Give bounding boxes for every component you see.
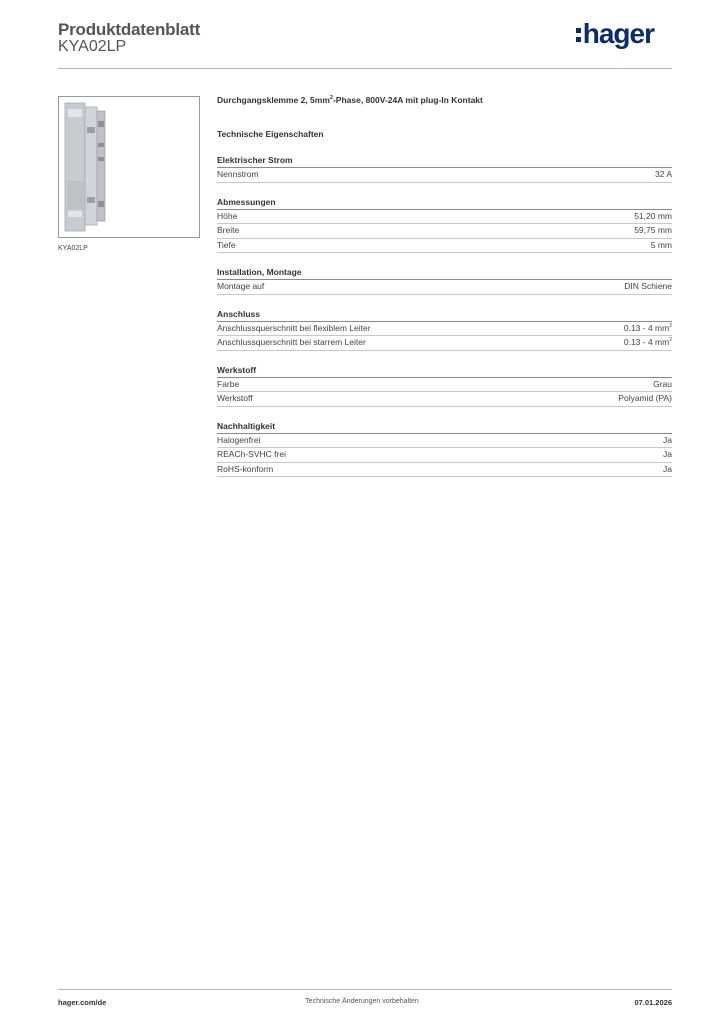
section-title: Installation, Montage bbox=[217, 267, 672, 280]
logo-text: hager bbox=[582, 18, 654, 49]
technical-heading: Technische Eigenschaften bbox=[217, 129, 324, 139]
spec-label: Anschlussquerschnitt bei starrem Leiter bbox=[217, 337, 366, 347]
spec-label: Halogenfrei bbox=[217, 434, 261, 445]
spec-row bbox=[217, 322, 672, 337]
section-title: Abmessungen bbox=[217, 197, 672, 210]
spec-label: REACh-SVHC frei bbox=[217, 449, 286, 459]
product-description: Durchgangsklemme 2, $5mm^2$-Phase, 800V-24A mit plug-In Kontakt bbox=[217, 95, 483, 105]
spec-row bbox=[217, 210, 672, 225]
spec-section bbox=[217, 421, 672, 478]
spec-row bbox=[217, 378, 672, 393]
spec-label: Farbe bbox=[217, 378, 240, 389]
spec-section bbox=[217, 155, 672, 183]
section-title: Werkstoff bbox=[217, 365, 672, 378]
spec-label: Anschlussquerschnitt bei flexiblem Leiter bbox=[217, 322, 371, 333]
spec-value: 59,75 mm bbox=[634, 225, 672, 235]
spec-row bbox=[217, 280, 672, 295]
spec-value: 0.13 - 4 $mm^2$ bbox=[623, 322, 672, 333]
spec-row bbox=[217, 434, 672, 449]
section-title: Elektrischer Strom bbox=[217, 155, 672, 168]
footer-date: 07.01.2026 bbox=[634, 998, 672, 1007]
hager-logo bbox=[576, 18, 654, 50]
spec-value: 0.13 - 4 $mm^2$ bbox=[623, 337, 672, 347]
spec-value: Ja bbox=[663, 449, 672, 459]
footer-divider bbox=[58, 989, 672, 990]
spec-content bbox=[217, 95, 672, 477]
spec-row bbox=[217, 224, 672, 239]
spec-label: Nennstrom bbox=[217, 169, 259, 179]
spec-label: Werkstoff bbox=[217, 393, 253, 403]
spec-row bbox=[217, 392, 672, 407]
page-title: Produktdatenblatt bbox=[58, 20, 201, 39]
spec-value: DIN Schiene bbox=[624, 281, 672, 291]
product-code: KYA02LP bbox=[58, 38, 127, 55]
spec-label: RoHS-konform bbox=[217, 463, 274, 474]
section-title: Nachhaltigkeit bbox=[217, 421, 672, 434]
spec-row bbox=[217, 168, 672, 183]
spec-row bbox=[217, 336, 672, 351]
spec-label: Montage auf bbox=[217, 281, 265, 291]
spec-label: Tiefe bbox=[217, 239, 236, 250]
spec-value: Ja bbox=[663, 463, 672, 474]
header-divider bbox=[58, 68, 672, 69]
spec-label: Höhe bbox=[217, 210, 238, 221]
image-caption: KYA02LP bbox=[58, 245, 88, 252]
spec-value: 5 mm bbox=[650, 239, 672, 250]
spec-sections bbox=[217, 155, 672, 477]
footer-notice: Technische Änderungen vorbehalten bbox=[305, 998, 419, 1005]
spec-section bbox=[217, 365, 672, 407]
section-title: Anschluss bbox=[217, 309, 672, 322]
logo-dots-icon bbox=[576, 24, 581, 44]
header bbox=[58, 20, 672, 70]
spec-value: 32 A bbox=[654, 169, 672, 179]
spec-row bbox=[217, 448, 672, 463]
terminal-block-icon bbox=[59, 97, 199, 237]
spec-row bbox=[217, 239, 672, 254]
spec-section bbox=[217, 267, 672, 295]
spec-value: Grau bbox=[653, 378, 672, 389]
product-image bbox=[58, 96, 200, 238]
spec-row bbox=[217, 463, 672, 478]
spec-label: Breite bbox=[217, 225, 240, 235]
spec-section bbox=[217, 197, 672, 254]
footer-website[interactable]: hager.com/de bbox=[58, 998, 107, 1007]
spec-section bbox=[217, 309, 672, 351]
spec-value: 51,20 mm bbox=[634, 210, 672, 221]
spec-value: Polyamid (PA) bbox=[618, 393, 672, 403]
spec-value: Ja bbox=[663, 434, 672, 445]
